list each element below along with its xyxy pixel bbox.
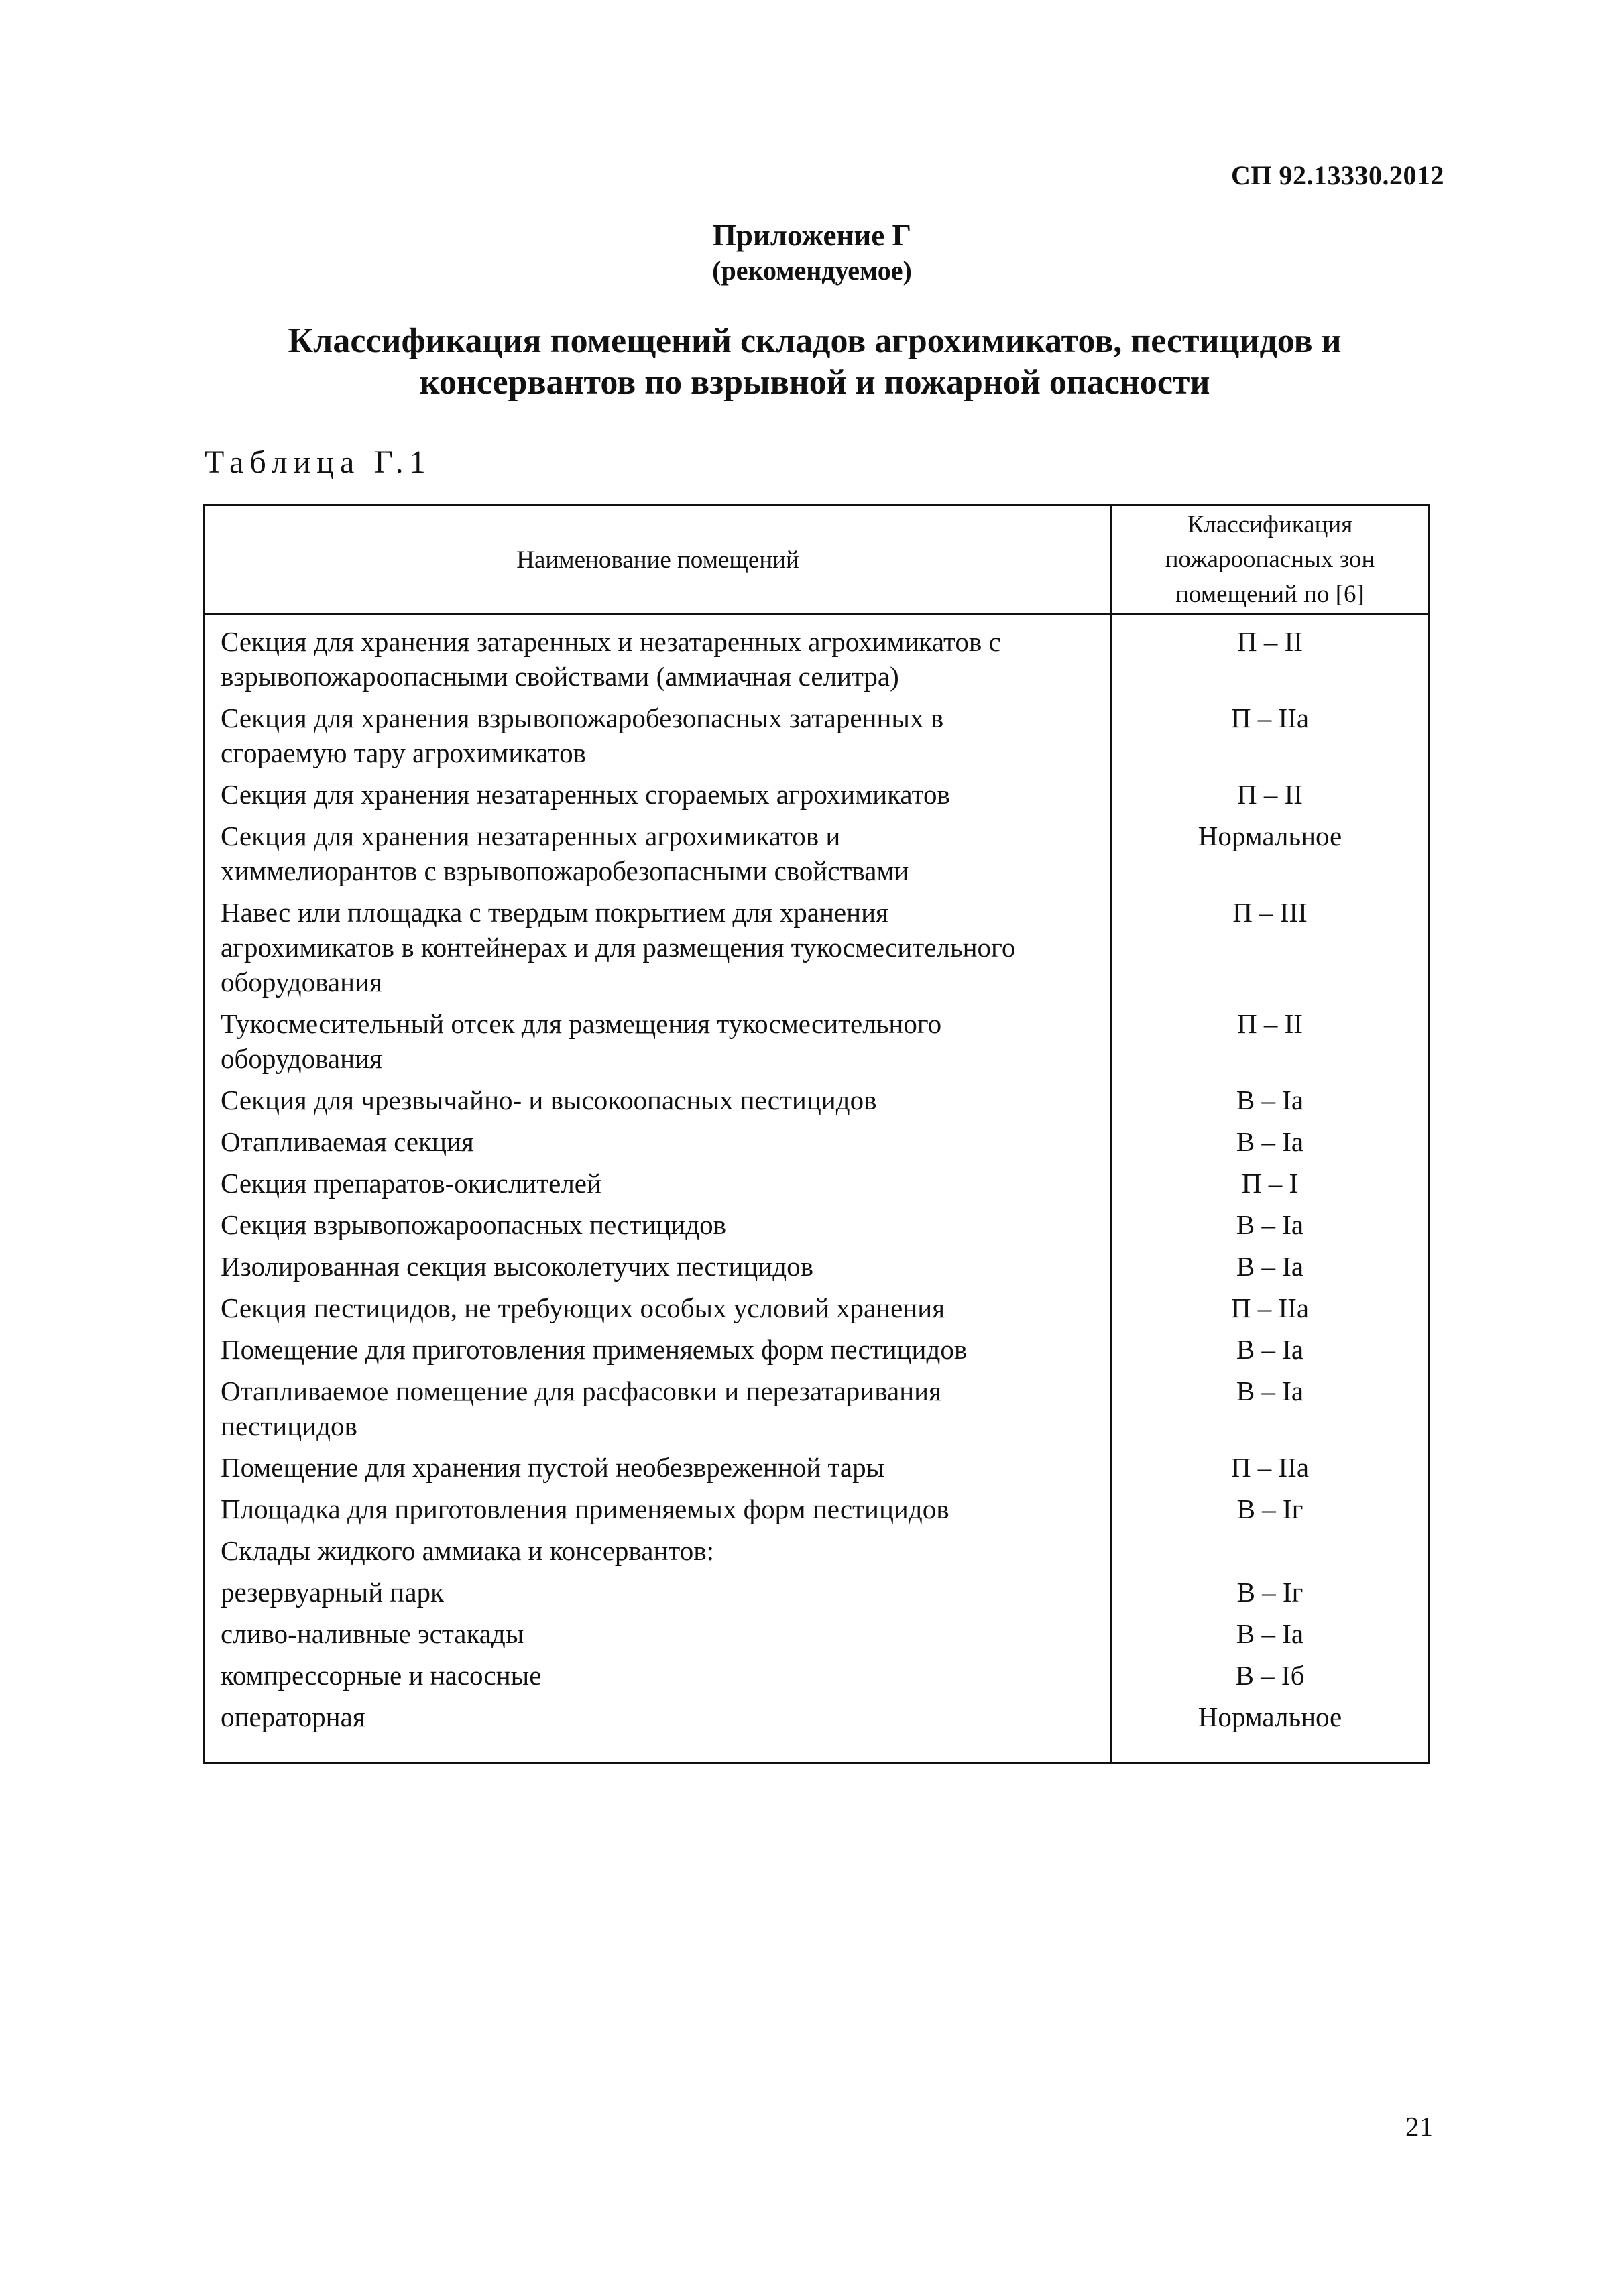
table-row (205, 1533, 1428, 1575)
fire-zone-class-cell: П – II (1237, 779, 1303, 810)
room-name-cell (205, 1374, 1110, 1450)
room-name-line: взрывопожароопасными свойствами (аммиачная селитра) (221, 661, 899, 692)
table-row (205, 1492, 1428, 1533)
table-row (205, 895, 1428, 1006)
room-name-cell (205, 1575, 1110, 1616)
table-body (205, 624, 1428, 1741)
table-row (205, 1616, 1428, 1658)
table-row (205, 1332, 1428, 1374)
room-name-line: Секция для чрезвычайно- и высокоопасных пестицидов (221, 1085, 877, 1115)
fire-zone-class-cell: П – III (1232, 897, 1308, 928)
section-heading-line-1: Классификация помещений складов агрохимикатов, пестицидов и (288, 322, 1342, 360)
room-name-line: Секция для хранения незатаренных сгораемых агрохимикатов (221, 779, 950, 810)
table-row (205, 701, 1428, 777)
table-header-row (205, 506, 1428, 615)
room-name-line: Секция взрывопожароопасных пестицидов (221, 1209, 726, 1240)
room-name-cell (205, 1492, 1110, 1533)
room-name-line: Склады жидкого аммиака и консервантов: (221, 1535, 715, 1566)
table-row (205, 1006, 1428, 1083)
room-name-cell (205, 1006, 1110, 1083)
column-header-classification-line: пожароопасных зон (1165, 546, 1375, 573)
fire-zone-class-cell: П – IIа (1230, 1292, 1310, 1323)
room-name-line: оборудования (221, 1043, 382, 1074)
fire-zone-class-cell: В – Iг (1236, 1494, 1303, 1524)
room-name-line: Секция для хранения незатаренных агрохимикатов и (221, 821, 841, 851)
table-caption: Таблица Г.1 (205, 444, 432, 480)
fire-zone-class-cell: В – Iа (1236, 1376, 1304, 1406)
room-name-line: Секция пестицидов, не требующих особых условий хранения (221, 1292, 945, 1323)
table-row (205, 1575, 1428, 1616)
fire-zone-class-cell: В – Iа (1236, 1334, 1304, 1365)
room-name-cell (205, 701, 1110, 777)
fire-zone-class-cell (1110, 1533, 1428, 1575)
document-code: СП 92.13330.2012 (1231, 160, 1444, 190)
appendix-title: Приложение Г (712, 219, 912, 252)
room-name-cell (205, 624, 1110, 701)
room-name-line: Помещение для приготовления применяемых форм пестицидов (221, 1334, 968, 1365)
section-heading-line-2: консервантов по взрывной и пожарной опасности (419, 363, 1210, 402)
section-heading (221, 320, 1408, 404)
fire-zone-class-cell: В – Iа (1236, 1085, 1304, 1115)
fire-zone-class-cell: В – Iа (1236, 1251, 1304, 1282)
room-name-cell (205, 1658, 1110, 1699)
table-row (205, 1083, 1428, 1124)
room-name-line: операторная (221, 1701, 365, 1732)
column-header-classification-line: Классификация (1187, 511, 1353, 538)
room-name-line: Секция препаратов-окислителей (221, 1168, 601, 1199)
fire-zone-class-cell: В – Iг (1236, 1577, 1303, 1608)
table-row (205, 1124, 1428, 1166)
table-row (205, 1290, 1428, 1332)
fire-zone-class-cell: П – IIа (1230, 703, 1310, 733)
classification-table (203, 504, 1430, 1764)
table-row (205, 1166, 1428, 1207)
table-row (205, 777, 1428, 819)
page-number: 21 (1405, 2111, 1433, 2142)
room-name-line: химмелиорантов с взрывопожаробезопасными свойствами (221, 855, 909, 886)
room-name-cell (205, 1207, 1110, 1249)
fire-zone-class-cell: Нормальное (1198, 1701, 1342, 1732)
fire-zone-class-cell: В – Iа (1236, 1618, 1304, 1649)
table-row (205, 819, 1428, 895)
fire-zone-class-cell: П – I (1241, 1168, 1299, 1199)
appendix-subtitle: (рекомендуемое) (712, 255, 912, 286)
fire-zone-class-cell: В – Iа (1236, 1209, 1304, 1240)
room-name-line: Отапливаемая секция (221, 1126, 474, 1157)
fire-zone-class-cell: П – II (1237, 1008, 1303, 1039)
room-name-line: Площадка для приготовления применяемых форм пестицидов (221, 1494, 949, 1524)
room-name-line: оборудования (221, 967, 382, 998)
fire-zone-class-cell: В – Iа (1236, 1126, 1304, 1157)
room-name-line: Изолированная секция высоколетучих пестицидов (221, 1251, 814, 1282)
room-name-cell (205, 1699, 1110, 1741)
room-name-line: сливо-наливные эстакады (221, 1618, 524, 1649)
room-name-line: пестицидов (221, 1410, 357, 1441)
room-name-line: Отапливаемое помещение для расфасовки и перезатаривания (221, 1376, 941, 1406)
room-name-line: сгораемую тару агрохимикатов (221, 737, 587, 768)
fire-zone-class-cell: Нормальное (1198, 821, 1342, 851)
room-name-cell (205, 1290, 1110, 1332)
room-name-cell (205, 1533, 1110, 1575)
room-name-line: компрессорные и насосные (221, 1660, 542, 1691)
room-name-line: Секция для хранения взрывопожаробезопасных затаренных в (221, 703, 944, 733)
room-name-cell (205, 1450, 1110, 1492)
table-row (205, 1450, 1428, 1492)
column-header-classification-line: помещений по [6] (1175, 581, 1365, 608)
room-name-cell (205, 1616, 1110, 1658)
room-name-line: Помещение для хранения пустой необезвреженной тары (221, 1452, 885, 1483)
room-name-cell (205, 1124, 1110, 1166)
column-header-classification (1112, 506, 1428, 613)
table-row (205, 1249, 1428, 1290)
room-name-line: резервуарный парк (221, 1577, 444, 1608)
room-name-cell (205, 1249, 1110, 1290)
room-name-line: Секция для хранения затаренных и незатаренных агрохимикатов с (221, 626, 1001, 657)
table-row (205, 624, 1428, 701)
room-name-cell (205, 1332, 1110, 1374)
table-row (205, 1207, 1428, 1249)
room-name-line: агрохимикатов в контейнерах и для размещения тукосмесительного (221, 932, 1016, 963)
table-row (205, 1699, 1428, 1741)
room-name-cell (205, 895, 1110, 1006)
room-name-cell (205, 1166, 1110, 1207)
room-name-cell (205, 1083, 1110, 1124)
column-header-name: Наименование помещений (516, 546, 799, 574)
fire-zone-class-cell: П – IIа (1230, 1452, 1310, 1483)
fire-zone-class-cell: П – II (1237, 626, 1303, 657)
table-row (205, 1658, 1428, 1699)
room-name-cell (205, 819, 1110, 895)
fire-zone-class-cell: В – Iб (1235, 1660, 1305, 1691)
room-name-cell (205, 777, 1110, 819)
room-name-line: Тукосмесительный отсек для размещения тукосмесительного (221, 1008, 942, 1039)
table-row (205, 1374, 1428, 1450)
room-name-line: Навес или площадка с твердым покрытием для хранения (221, 897, 888, 928)
